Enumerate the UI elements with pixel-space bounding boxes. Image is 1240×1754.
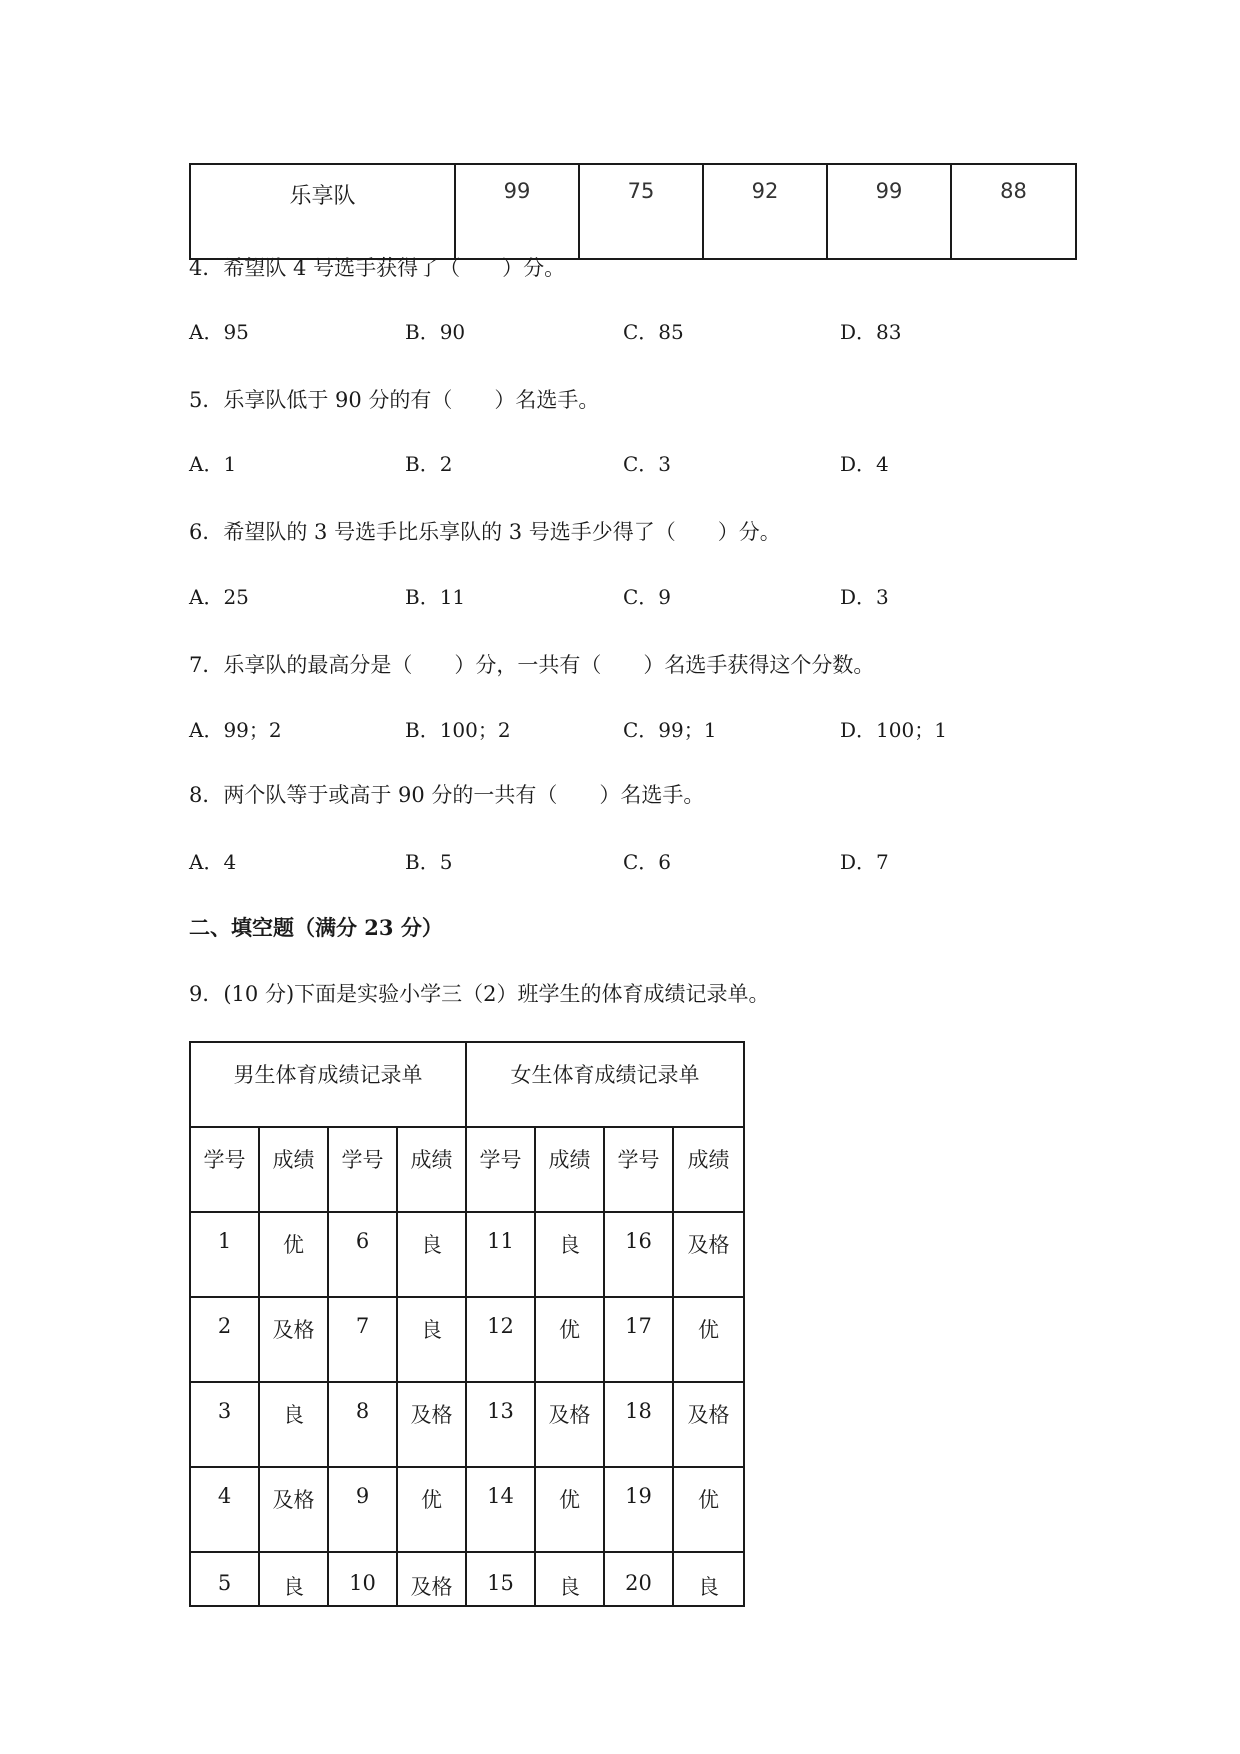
table-cell: 16: [604, 1212, 673, 1297]
header-cell: 成绩: [535, 1127, 604, 1212]
table-cell: 良: [397, 1297, 466, 1382]
table-cell: 13: [466, 1382, 535, 1467]
table-cell: 良: [535, 1552, 604, 1606]
question-4-options: [189, 318, 1089, 346]
option-c: C．9: [623, 585, 672, 609]
table-cell: 12: [466, 1297, 535, 1382]
table-cell: 11: [466, 1212, 535, 1297]
option-d: D．3: [840, 585, 889, 609]
option-d: D．100；1: [840, 718, 947, 742]
header-cell: 成绩: [673, 1127, 744, 1212]
table-cell: 1: [190, 1212, 259, 1297]
table-cell: 优: [535, 1467, 604, 1552]
question-6-options: [189, 583, 1089, 611]
option-a: A．25: [189, 585, 249, 609]
score-table: [189, 163, 1077, 260]
table-cell: 及格: [397, 1382, 466, 1467]
option-a: A．99；2: [189, 718, 282, 742]
score-cell: 99: [827, 164, 951, 259]
table-cell: 19: [604, 1467, 673, 1552]
table-cell: 优: [673, 1467, 744, 1552]
section-2-title: 二、填空题（满分 23 分）: [189, 915, 443, 940]
option-d: D．7: [840, 850, 889, 874]
table-cell: 及格: [397, 1552, 466, 1606]
table-cell: 良: [673, 1552, 744, 1606]
table-row: [190, 1212, 744, 1297]
option-a: A．1: [189, 452, 237, 476]
question-8-options: [189, 848, 1089, 876]
option-a: A．4: [189, 850, 237, 874]
table-cell: 6: [328, 1212, 397, 1297]
option-d: D．4: [840, 452, 889, 476]
table-row: [190, 1467, 744, 1552]
option-a: A．95: [189, 320, 249, 344]
table-cell: 18: [604, 1382, 673, 1467]
table-cell: 7: [328, 1297, 397, 1382]
option-c: C．6: [623, 850, 672, 874]
question-8-stem: 8．两个队等于或高于 90 分的一共有（ ）名选手。: [189, 783, 705, 807]
table-cell: 及格: [259, 1467, 328, 1552]
table-row: [190, 1297, 744, 1382]
table-title-row: [190, 1042, 744, 1127]
table-cell: 良: [259, 1552, 328, 1606]
table-header-row: [190, 1127, 744, 1212]
question-9-stem: 9．(10 分)下面是实验小学三（2）班学生的体育成绩记录单。: [189, 982, 770, 1006]
header-cell: 学号: [604, 1127, 673, 1212]
table-cell: 20: [604, 1552, 673, 1606]
table-row: [190, 1382, 744, 1467]
table-row: [190, 164, 1076, 259]
table-cell: 优: [673, 1297, 744, 1382]
girls-table-title: 女生体育成绩记录单: [466, 1042, 744, 1127]
table-cell: 9: [328, 1467, 397, 1552]
table-cell: 及格: [673, 1212, 744, 1297]
option-c: C．85: [623, 320, 684, 344]
question-4-stem: 4．希望队 4 号选手获得了（ ）分。: [189, 256, 566, 280]
option-c: C．3: [623, 452, 672, 476]
boys-table-title: 男生体育成绩记录单: [190, 1042, 466, 1127]
score-cell: 75: [579, 164, 703, 259]
header-cell: 学号: [328, 1127, 397, 1212]
score-cell: 92: [703, 164, 827, 259]
table-cell: 2: [190, 1297, 259, 1382]
table-cell: 及格: [673, 1382, 744, 1467]
option-b: B．2: [405, 452, 453, 476]
table-cell: 优: [535, 1297, 604, 1382]
option-b: B．11: [405, 585, 466, 609]
score-cell: 99: [455, 164, 579, 259]
header-cell: 成绩: [259, 1127, 328, 1212]
table-cell: 17: [604, 1297, 673, 1382]
option-c: C．99；1: [623, 718, 717, 742]
table-row: [190, 1552, 744, 1606]
header-cell: 成绩: [397, 1127, 466, 1212]
table-cell: 优: [259, 1212, 328, 1297]
table-cell: 及格: [259, 1297, 328, 1382]
header-cell: 学号: [190, 1127, 259, 1212]
table-cell: 5: [190, 1552, 259, 1606]
pe-grade-table: [189, 1041, 745, 1607]
table-cell: 3: [190, 1382, 259, 1467]
table-cell: 14: [466, 1467, 535, 1552]
option-b: B．5: [405, 850, 453, 874]
table-cell: 4: [190, 1467, 259, 1552]
table-cell: 良: [397, 1212, 466, 1297]
table-cell: 及格: [535, 1382, 604, 1467]
table-cell: 10: [328, 1552, 397, 1606]
team-name-cell: 乐享队: [190, 164, 455, 259]
header-cell: 学号: [466, 1127, 535, 1212]
question-7-options: [189, 716, 1089, 744]
question-7-stem: 7．乐享队的最高分是（ ）分，一共有（ ）名选手获得这个分数。: [189, 653, 875, 677]
table-cell: 良: [535, 1212, 604, 1297]
question-6-stem: 6．希望队的 3 号选手比乐享队的 3 号选手少得了（ ）分。: [189, 520, 781, 544]
table-cell: 良: [259, 1382, 328, 1467]
question-5-stem: 5．乐享队低于 90 分的有（ ）名选手。: [189, 388, 600, 412]
table-cell: 优: [397, 1467, 466, 1552]
option-b: B．90: [405, 320, 466, 344]
question-5-options: [189, 450, 1089, 478]
table-cell: 15: [466, 1552, 535, 1606]
table-cell: 8: [328, 1382, 397, 1467]
option-d: D．83: [840, 320, 902, 344]
option-b: B．100；2: [405, 718, 511, 742]
score-cell: 88: [951, 164, 1076, 259]
